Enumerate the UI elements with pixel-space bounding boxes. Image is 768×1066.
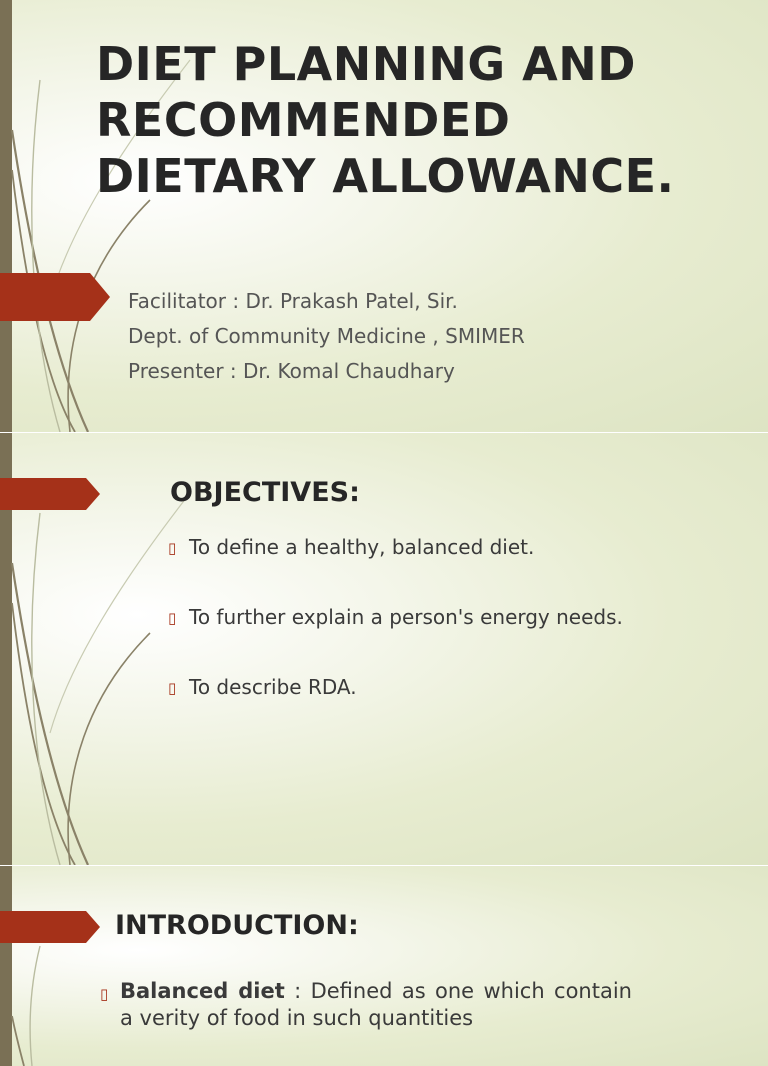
objectives-heading: OBJECTIVES: xyxy=(170,477,360,508)
balanced-diet-definition: : Defined as one which contain a verity of food in such quantities xyxy=(120,979,632,1030)
decorative-curves xyxy=(0,866,200,1066)
title-arrow-shape xyxy=(0,273,110,321)
presentation-title: DIET PLANNING AND RECOMMENDED DIETARY ALLOWANCE. xyxy=(96,37,675,203)
list-item-text: To define a healthy, balanced diet. xyxy=(189,535,535,559)
facilitator-line: Facilitator : Dr. Prakash Patel, Sir. xyxy=(128,289,458,313)
objectives-slide xyxy=(0,433,768,865)
square-bullet-icon: ▯ xyxy=(168,609,177,627)
list-item xyxy=(168,673,623,743)
list-item xyxy=(168,533,623,603)
title-slide xyxy=(0,0,768,432)
square-bullet-icon: ▯ xyxy=(100,985,109,1003)
department-line: Dept. of Community Medicine , SMIMER xyxy=(128,324,525,348)
introduction-heading: INTRODUCTION: xyxy=(115,910,359,941)
objectives-list xyxy=(168,533,623,743)
presenter-line: Presenter : Dr. Komal Chaudhary xyxy=(128,359,455,383)
introduction-slide xyxy=(0,866,768,1066)
list-item-text: To further explain a person's energy needs. xyxy=(189,605,623,629)
list-item xyxy=(168,603,623,673)
heading-arrow-shape xyxy=(0,478,100,510)
balanced-diet-term: Balanced diet xyxy=(120,979,285,1003)
subtitle-block xyxy=(128,284,525,389)
list-item-text: To describe RDA. xyxy=(189,675,357,699)
square-bullet-icon: ▯ xyxy=(168,539,177,557)
heading-arrow-shape xyxy=(0,911,100,943)
square-bullet-icon: ▯ xyxy=(168,679,177,697)
